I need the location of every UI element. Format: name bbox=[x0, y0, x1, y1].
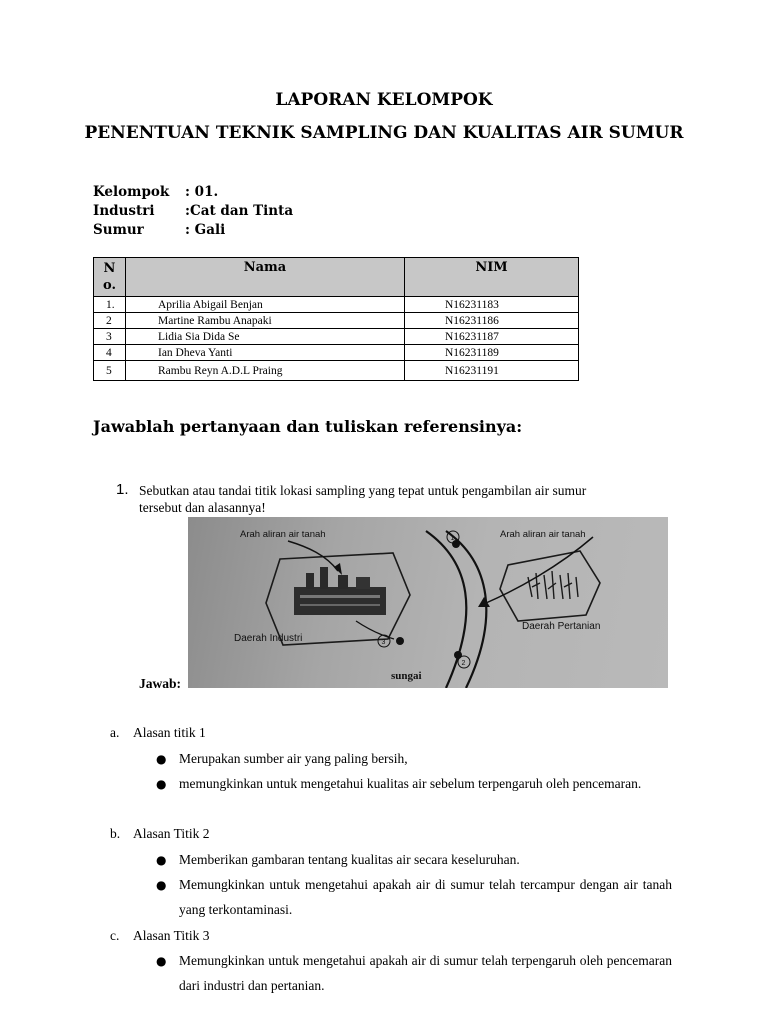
table-row bbox=[94, 297, 579, 313]
section-b-title: Alasan Titik 2 bbox=[133, 826, 210, 841]
report-subtitle: PENENTUAN TEKNIK SAMPLING DAN KUALITAS AIR SUMUR bbox=[84, 123, 684, 143]
label-river: sungai bbox=[391, 670, 422, 682]
question-number: 1. bbox=[116, 481, 129, 498]
info-value: : 01. bbox=[185, 184, 219, 200]
cell-nim: N16231187 bbox=[405, 329, 579, 345]
cell-nim: N16231191 bbox=[405, 361, 579, 381]
cell-nama: Lidia Sia Dida Se bbox=[126, 329, 405, 345]
cell-no: 5 bbox=[94, 361, 126, 381]
section-a-bullet-1: Merupakan sumber air yang paling bersih, bbox=[179, 751, 408, 766]
section-c-bullet-1: Memungkinkan untuk mengetahui apakah air di sumur telah terpengaruh oleh pencemaran dari industri dan pertanian. bbox=[179, 953, 672, 993]
label-agriculture: Daerah Pertanian bbox=[522, 621, 601, 632]
label-flow-right: Arah aliran air tanah bbox=[500, 529, 586, 540]
table-row bbox=[94, 345, 579, 361]
header-nim: NIM bbox=[405, 258, 579, 297]
section-a-letter: a. bbox=[110, 725, 120, 740]
factory-icon bbox=[294, 567, 386, 615]
info-key: Kelompok bbox=[93, 184, 170, 200]
answer-label: Jawab: bbox=[139, 676, 182, 691]
bullet-icon: ● bbox=[156, 954, 167, 968]
info-row-sumur bbox=[93, 222, 225, 238]
section-c-letter: c. bbox=[110, 928, 120, 943]
label-flow-left: Arah aliran air tanah bbox=[240, 529, 326, 540]
table-row bbox=[94, 361, 579, 381]
info-row-industri bbox=[93, 203, 293, 219]
info-value: :Cat dan Tinta bbox=[185, 203, 294, 219]
table-row bbox=[94, 329, 579, 345]
cell-nama: Aprilia Abigail Benjan bbox=[126, 297, 405, 313]
cell-no: 4 bbox=[94, 345, 126, 361]
section-b-bullet-1: Memberikan gambaran tentang kualitas air secara keseluruhan. bbox=[179, 852, 520, 867]
cell-nama: Rambu Reyn A.D.L Praing bbox=[126, 361, 405, 381]
cell-nama: Ian Dheva Yanti bbox=[126, 345, 405, 361]
member-table bbox=[93, 257, 579, 381]
info-key: Sumur bbox=[93, 222, 144, 238]
point-2-number: 2 bbox=[461, 660, 466, 667]
info-key: Industri bbox=[93, 203, 155, 219]
bullet-icon: ● bbox=[156, 878, 167, 892]
cell-no: 1. bbox=[94, 297, 126, 313]
cell-nim: N16231183 bbox=[405, 297, 579, 313]
question-text: Sebutkan atau tandai titik lokasi sampling yang tepat untuk pengambilan air sumur tersebut dan alasannya! bbox=[139, 483, 587, 515]
table-row bbox=[94, 313, 579, 329]
crops-icon bbox=[528, 571, 578, 599]
sampling-point-2 bbox=[454, 651, 462, 659]
cell-no: 3 bbox=[94, 329, 126, 345]
section-b-letter: b. bbox=[110, 826, 121, 841]
section-a-title: Alasan titik 1 bbox=[133, 725, 206, 740]
agriculture-area-outline bbox=[500, 551, 600, 621]
header-no: N o. bbox=[94, 258, 126, 297]
bullet-icon: ● bbox=[156, 752, 167, 766]
river-bank-left bbox=[426, 531, 466, 688]
section-a-bullet-2: memungkinkan untuk mengetahui kualitas air sebelum terpengaruh oleh pencemaran. bbox=[179, 776, 642, 791]
bullet-icon: ● bbox=[156, 777, 167, 791]
sampling-map-figure bbox=[188, 517, 668, 688]
header-nama: Nama bbox=[126, 258, 405, 297]
label-industry: Daerah Industri bbox=[234, 633, 303, 644]
bullet-icon: ● bbox=[156, 853, 167, 867]
info-row-kelompok bbox=[93, 184, 218, 200]
report-title: LAPORAN KELOMPOK bbox=[275, 90, 493, 110]
cell-nama: Martine Rambu Anapaki bbox=[126, 313, 405, 329]
point-1-number: 1 bbox=[450, 535, 455, 542]
section-b-bullet-2: Memungkinkan untuk mengetahui apakah air di sumur telah tercampur dengan air tanah yang terkontaminasi. bbox=[179, 877, 672, 917]
point-3-number: 3 bbox=[381, 639, 386, 646]
table-header-row bbox=[94, 258, 579, 297]
sampling-point-3 bbox=[396, 637, 404, 645]
sampling-map-drawing bbox=[188, 517, 668, 688]
cell-no: 2 bbox=[94, 313, 126, 329]
info-value: : Gali bbox=[185, 222, 226, 238]
cell-nim: N16231189 bbox=[405, 345, 579, 361]
section-c-title: Alasan Titik 3 bbox=[133, 928, 210, 943]
cell-nim: N16231186 bbox=[405, 313, 579, 329]
section-heading: Jawablah pertanyaan dan tuliskan referensinya: bbox=[93, 417, 523, 436]
